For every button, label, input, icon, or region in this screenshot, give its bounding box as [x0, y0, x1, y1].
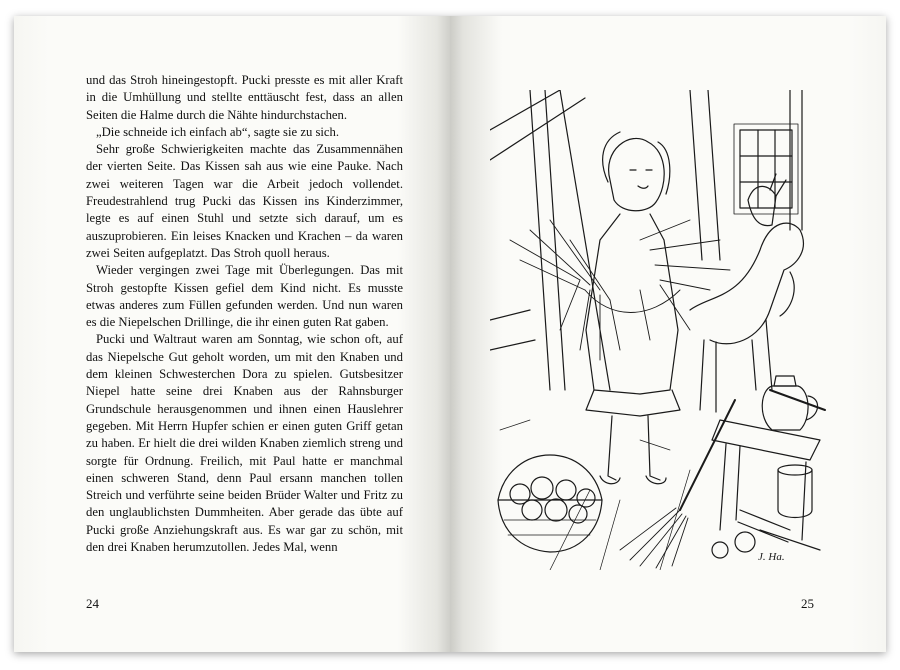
barn-beams	[490, 90, 802, 390]
open-book	[14, 16, 886, 652]
paragraph: und das Stroh hineingestopft. Pucki presste es mit aller Kraft in die Umhüllung und stellte enttäuscht fest, dass an allen Seiten die Halme durch die Nähte hindurchstachen.	[86, 73, 403, 122]
jug-icon	[762, 376, 817, 430]
paragraph: „Die schneide ich einfach ab“, sagte sie zu sich.	[96, 124, 340, 139]
barn-illustration	[490, 90, 830, 570]
paragraph: Pucki und Waltraut waren am Sonntag, wie schon oft, auf das Niepelsche Gut geholt worden, um mit den Knaben und dem kleinen Schwesterchen Dora zu spielen. Gutsbesitzer Niepel hatte seine drei Knaben aus der Rahnsburger Grundschule herausgenommen und ihnen einen Hauslehrer gegeben. Mit Herrn Hupfer schien er einen guten Griff getan zu haben. Er hielt die drei wilden Knaben ziemlich streng und sorgte für Ordnung. Freilich, mit Paul hatte er manchmal einen schweren Stand, denn Paul ersann manchen tollen Streich und verführte seine beiden Brüder Walter und Fritz zu den unglaublichsten Dummheiten. Aber gerade das übte auf Pucki große Anziehungskraft aus. Es war gar zu schön, mit den drei Knaben herumzutollen. Jedes Mal, wenn	[86, 332, 403, 555]
paragraph: Wieder vergingen zwei Tage mit Überlegungen. Das mit Stroh gestopfte Kissen gefiel dem Kind nicht. Es musste etwas anderes zum Füllen gefunden werden. Und nun waren es die Niepelschen Drillinge, die ihr einen guten Rat gaben.	[86, 263, 403, 330]
left-page	[14, 16, 450, 652]
page-number-right: 25	[801, 596, 814, 611]
illustrator-signature: J. Ha.	[758, 551, 785, 563]
paragraph: Sehr große Schwierigkeiten machte das Zusammennähen der vierten Seite. Das Kissen sah aus wie eine Pauke. Nach zwei weiteren Tagen war die Arbeit jedoch vollendet. Freudestrahlend trug Pucki das Kissen ins Kinderzimmer, legte es auf einen Stuhl und setzte sich darauf, um es auszuprobieren. Ein leises Knacken und Krachen – da waren zwei Seiten aufgeplatzt. Das Stroh quoll heraus.	[86, 142, 403, 260]
right-page	[450, 16, 886, 652]
body-text	[86, 72, 403, 556]
apple-basket	[498, 455, 602, 552]
window-icon	[734, 124, 798, 214]
page-number-left: 24	[86, 596, 99, 611]
